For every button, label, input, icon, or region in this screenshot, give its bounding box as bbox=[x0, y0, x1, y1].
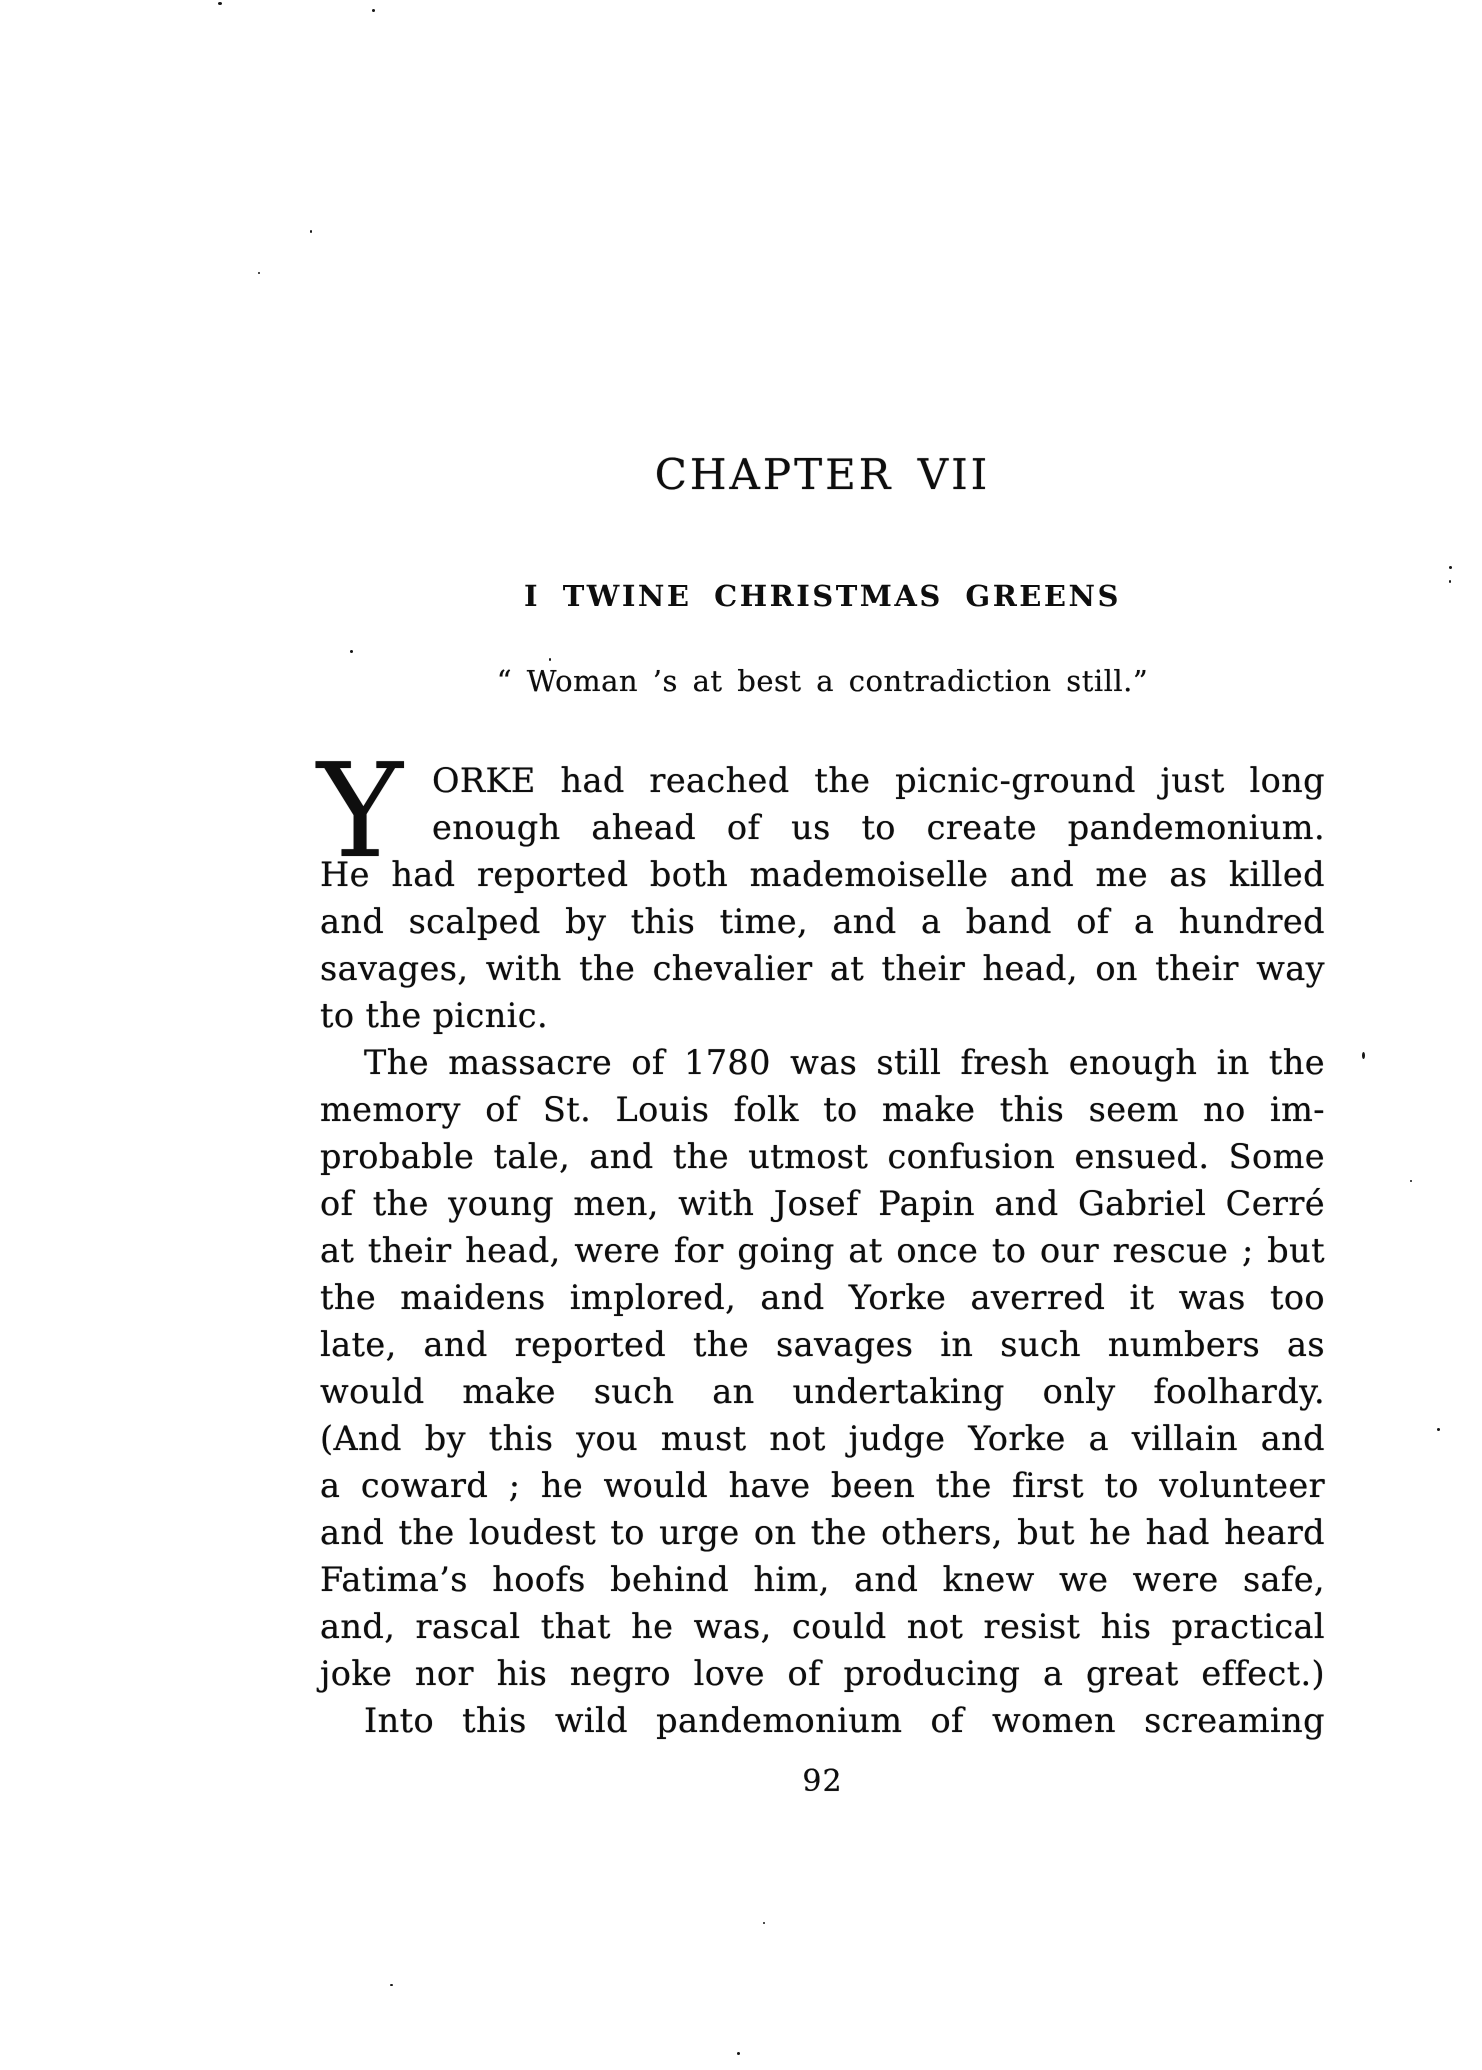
body-line: and scalped by this time, and a band of a hundred bbox=[320, 902, 1325, 941]
body-text bbox=[317, 735, 1325, 1744]
body-line: (And by this you must not judge Yorke a villain and bbox=[320, 1419, 1325, 1458]
body-line: at their head, were for going at once to our rescue ; but bbox=[320, 1231, 1325, 1270]
text-block bbox=[317, 0, 1325, 1799]
scan-speck bbox=[390, 1984, 393, 1986]
body-line: late, and reported the savages in such numbers as bbox=[320, 1325, 1325, 1364]
body-line: to the picnic. bbox=[320, 996, 549, 1035]
body-line: a coward ; he would have been the first to volunteer bbox=[320, 1466, 1325, 1505]
body-line: of the young men, with Josef Papin and Gabriel Cerré bbox=[320, 1184, 1325, 1223]
scan-speck bbox=[310, 230, 312, 233]
scan-speck bbox=[218, 2, 222, 5]
body-line: would make such an undertaking only foolhardy. bbox=[320, 1372, 1325, 1411]
body-line: The massacre of 1780 was still fresh enough in the bbox=[364, 1043, 1325, 1082]
body-line: He had reported both mademoiselle and me as killed bbox=[320, 855, 1325, 894]
body-line: the maidens implored, and Yorke averred it was too bbox=[320, 1278, 1325, 1317]
epigraph: “ Woman ’s at best a contradiction still.” bbox=[496, 664, 1149, 698]
body-lines bbox=[320, 757, 1325, 1744]
body-line: memory of St. Louis folk to make this seem no im- bbox=[320, 1090, 1325, 1129]
body-line: Fatima’s hoofs behind him, and knew we were safe, bbox=[320, 1560, 1325, 1599]
page-number: 92 bbox=[802, 1764, 843, 1799]
body-line: joke nor his negro love of producing a great effect.) bbox=[320, 1654, 1325, 1693]
scan-speck bbox=[763, 1922, 765, 1924]
scan-speck bbox=[258, 272, 260, 274]
body-line: and the loudest to urge on the others, but he had heard bbox=[320, 1513, 1325, 1552]
scan-speck bbox=[1410, 1180, 1412, 1182]
body-line: probable tale, and the utmost confusion ensued. Some bbox=[320, 1137, 1325, 1176]
scan-speck bbox=[1437, 1428, 1440, 1431]
body-line: enough ahead of us to create pandemonium. bbox=[432, 808, 1325, 847]
drop-cap: Y bbox=[317, 735, 404, 887]
scan-speck bbox=[737, 2052, 740, 2055]
chapter-heading: CHAPTER VII bbox=[654, 450, 991, 499]
scan-speck bbox=[1362, 1052, 1365, 1059]
section-title: I TWINE CHRISTMAS GREENS bbox=[524, 579, 1121, 613]
scan-speck bbox=[1449, 566, 1452, 569]
body-line: and, rascal that he was, could not resist his practical bbox=[320, 1607, 1325, 1646]
body-line: ORKE had reached the picnic-ground just long bbox=[432, 761, 1325, 800]
body-line: Into this wild pandemonium of women screaming bbox=[364, 1701, 1325, 1740]
scan-speck bbox=[1449, 580, 1451, 583]
body-line: savages, with the chevalier at their head, on their way bbox=[320, 949, 1325, 988]
